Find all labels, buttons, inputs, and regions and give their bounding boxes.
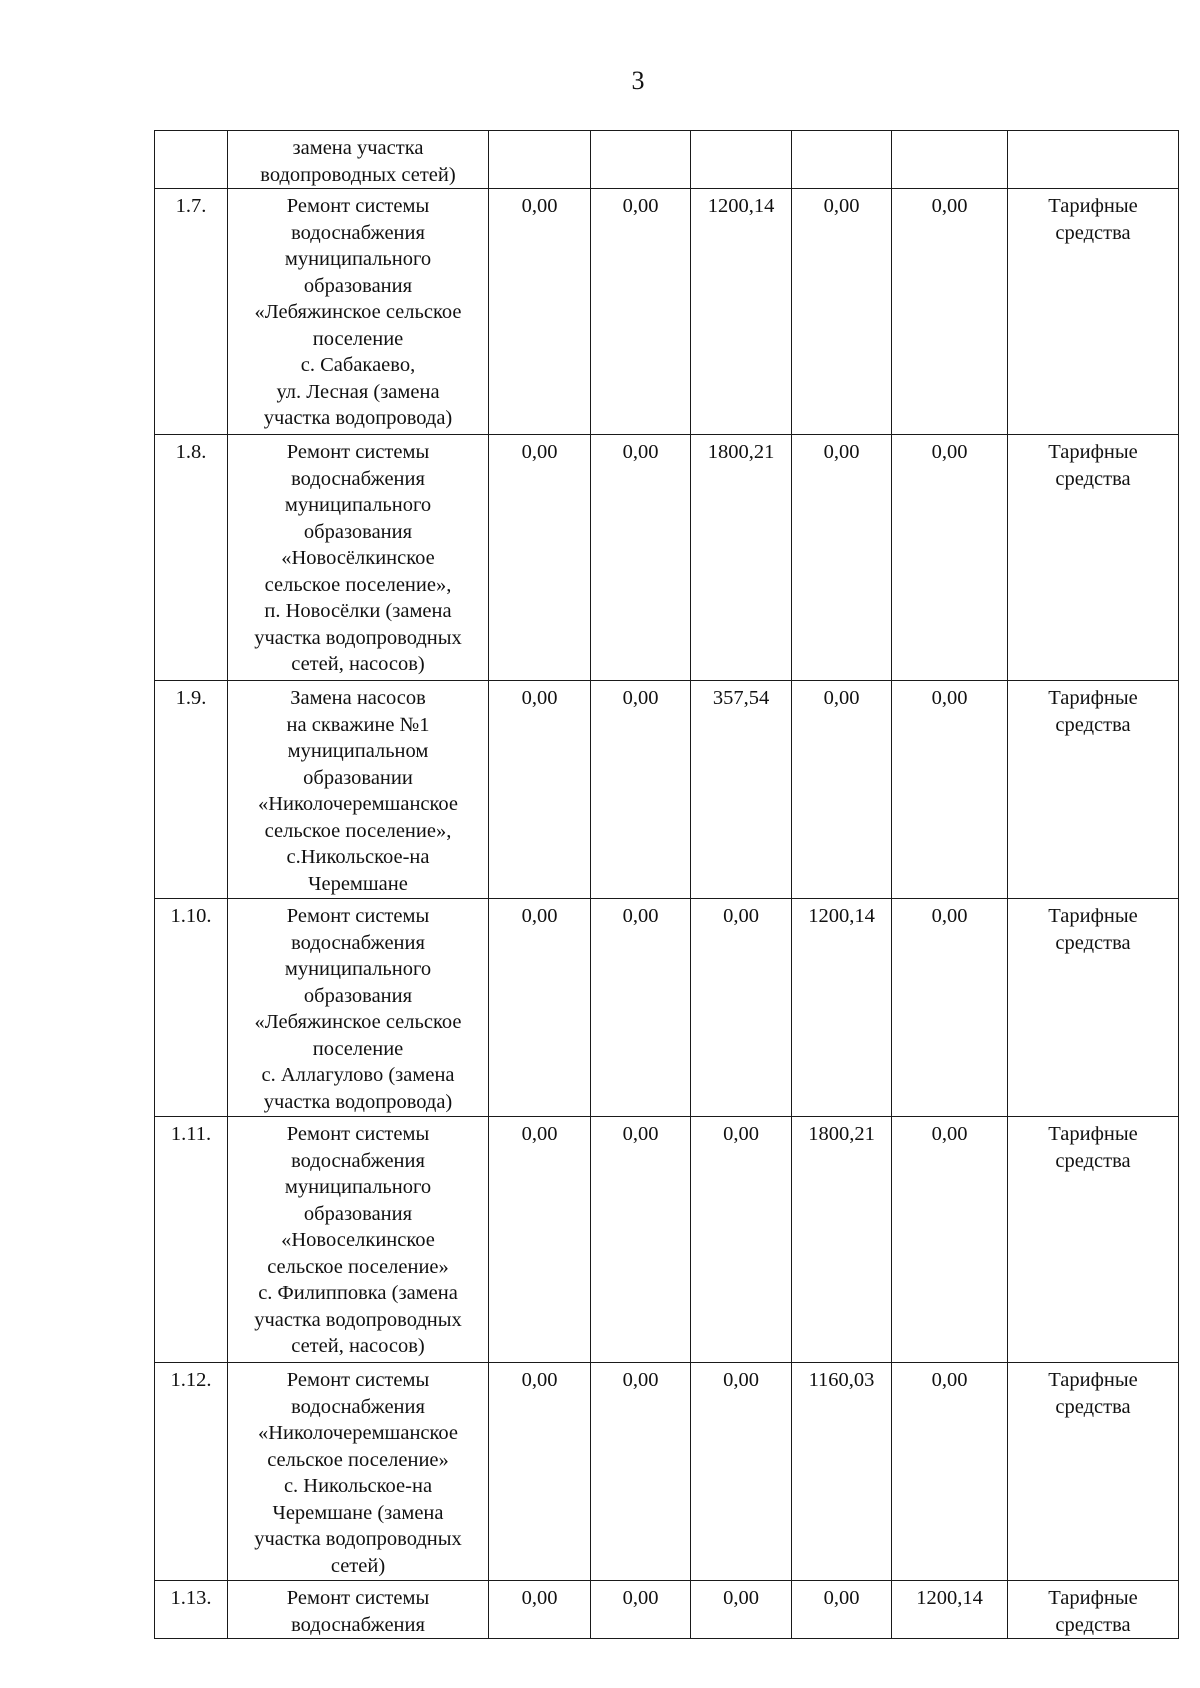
measure-name bbox=[228, 435, 489, 681]
measure-name-line: водопроводных сетей) bbox=[260, 163, 456, 186]
amount-cell: 0,00 bbox=[591, 1117, 691, 1363]
funding-source bbox=[1008, 1363, 1179, 1581]
measure-name-line: с. Аллагулово (замена bbox=[261, 1064, 455, 1086]
measure-name-line: сетей, насосов) bbox=[291, 653, 425, 675]
measure-name-line: муниципального bbox=[284, 248, 432, 270]
measure-name-line: участка водопроводных bbox=[254, 626, 462, 649]
measure-name-line: водоснабжения bbox=[291, 221, 425, 244]
measure-name-line: Ремонт системы bbox=[286, 1369, 430, 1391]
measure-name-line: Ремонт системы bbox=[286, 1587, 430, 1609]
measure-name-line: п. Новосёлки (замена bbox=[264, 600, 452, 622]
amount-cell: 0,00 bbox=[892, 435, 1008, 681]
row-number: 1.10. bbox=[155, 899, 228, 1117]
amount-cell: 0,00 bbox=[892, 899, 1008, 1117]
measure-name bbox=[228, 1581, 489, 1639]
row-number: 1.13. bbox=[155, 1581, 228, 1639]
funding-source bbox=[1008, 681, 1179, 899]
measure-name-line: Замена насосов bbox=[290, 687, 426, 709]
table-row bbox=[155, 1581, 1179, 1639]
amount-cell: 0,00 bbox=[691, 1363, 792, 1581]
funding-source-line: средства bbox=[1055, 713, 1131, 736]
measure-name bbox=[228, 899, 489, 1117]
measure-name-line: «Лебяжинское сельское bbox=[254, 1011, 462, 1033]
row-number: 1.9. bbox=[155, 681, 228, 899]
measure-name bbox=[228, 1117, 489, 1363]
funding-source-line: Тарифные bbox=[1048, 1587, 1138, 1609]
measure-name-line: сельское поселение» bbox=[267, 1255, 449, 1278]
measure-name-line: «Новоселкинское bbox=[281, 1229, 435, 1251]
funding-source bbox=[1008, 1117, 1179, 1363]
measure-name-line: с. Никольское-на bbox=[283, 1475, 433, 1497]
measure-name-line: Черемшане bbox=[308, 872, 408, 895]
funding-source-line: Тарифные bbox=[1048, 905, 1138, 927]
measure-name-line: образовании bbox=[303, 766, 413, 789]
amount-cell: 0,00 bbox=[489, 1117, 591, 1363]
measure-name bbox=[228, 1363, 489, 1581]
measure-name-line: образования bbox=[303, 1202, 413, 1225]
measure-name bbox=[228, 189, 489, 435]
measure-name-line: водоснабжения bbox=[291, 467, 425, 490]
measure-name-line: сельское поселение», bbox=[264, 819, 452, 842]
measure-name bbox=[228, 681, 489, 899]
amount-cell: 0,00 bbox=[591, 899, 691, 1117]
amount-cell: 0,00 bbox=[792, 435, 892, 681]
measure-name-line: участка водопроводных bbox=[254, 1308, 462, 1331]
amount-cell: 0,00 bbox=[792, 189, 892, 435]
amount-cell: 0,00 bbox=[591, 1363, 691, 1581]
amount-cell: 0,00 bbox=[489, 899, 591, 1117]
measure-name-line: образования bbox=[303, 984, 413, 1007]
amount-cell bbox=[892, 131, 1008, 189]
measure-name-line: водоснабжения bbox=[291, 1613, 425, 1636]
funding-source bbox=[1008, 189, 1179, 435]
amount-cell: 0,00 bbox=[591, 1581, 691, 1639]
amount-cell: 0,00 bbox=[691, 1117, 792, 1363]
funding-source-line: Тарифные bbox=[1048, 1369, 1138, 1391]
amount-cell bbox=[489, 131, 591, 189]
funding-source bbox=[1008, 899, 1179, 1117]
amount-cell: 1200,14 bbox=[892, 1581, 1008, 1639]
measure-name-line: Ремонт системы bbox=[286, 1123, 430, 1145]
funding-source-line: средства bbox=[1055, 1613, 1131, 1636]
funding-source bbox=[1008, 131, 1179, 189]
funding-source-line: Тарифные bbox=[1048, 195, 1138, 217]
amount-cell: 0,00 bbox=[591, 435, 691, 681]
measure-name-line: сельское поселение», bbox=[264, 573, 452, 596]
measure-name-line: муниципального bbox=[284, 958, 432, 980]
measure-name-line: «Лебяжинское сельское bbox=[254, 301, 462, 323]
measure-name-line: сетей) bbox=[330, 1554, 386, 1577]
measure-name-line: участка водопровода) bbox=[263, 407, 453, 429]
page-number: 3 bbox=[631, 66, 645, 95]
amount-cell: 1800,21 bbox=[691, 435, 792, 681]
budget-table bbox=[154, 130, 1179, 1639]
amount-cell bbox=[691, 131, 792, 189]
table-row bbox=[155, 131, 1179, 189]
amount-cell: 0,00 bbox=[489, 435, 591, 681]
measure-name-line: Ремонт системы bbox=[286, 195, 430, 217]
funding-source bbox=[1008, 1581, 1179, 1639]
amount-cell: 1800,21 bbox=[792, 1117, 892, 1363]
amount-cell: 0,00 bbox=[892, 1117, 1008, 1363]
amount-cell: 0,00 bbox=[792, 681, 892, 899]
row-number: 1.11. bbox=[155, 1117, 228, 1363]
measure-name-line: с.Никольское-на bbox=[286, 846, 430, 868]
funding-source-line: средства bbox=[1055, 221, 1131, 244]
measure-name-line: сетей, насосов) bbox=[291, 1335, 425, 1357]
measure-name-line: «Николочеремшанское bbox=[257, 793, 459, 815]
measure-name-line: участка водопроводных bbox=[254, 1528, 462, 1550]
amount-cell: 0,00 bbox=[489, 189, 591, 435]
amount-cell: 0,00 bbox=[591, 189, 691, 435]
measure-name bbox=[228, 131, 489, 189]
measure-name-line: ул. Лесная (замена bbox=[276, 380, 440, 403]
table-row bbox=[155, 899, 1179, 1117]
amount-cell: 0,00 bbox=[792, 1581, 892, 1639]
measure-name-line: сельское поселение» bbox=[267, 1448, 449, 1471]
amount-cell: 0,00 bbox=[892, 1363, 1008, 1581]
measure-name-line: участка водопровода) bbox=[263, 1090, 453, 1113]
table-row bbox=[155, 1117, 1179, 1363]
funding-source-line: средства bbox=[1055, 1395, 1131, 1418]
amount-cell: 1200,14 bbox=[792, 899, 892, 1117]
funding-source-line: средства bbox=[1055, 1149, 1131, 1172]
measure-name-line: на скважине №1 bbox=[286, 713, 430, 736]
amount-cell: 357,54 bbox=[691, 681, 792, 899]
funding-source-line: средства bbox=[1055, 931, 1131, 954]
amount-cell: 1160,03 bbox=[792, 1363, 892, 1581]
measure-name-line: муниципального bbox=[284, 1176, 432, 1198]
amount-cell: 0,00 bbox=[691, 1581, 792, 1639]
amount-cell: 0,00 bbox=[892, 189, 1008, 435]
table-row bbox=[155, 681, 1179, 899]
table-row bbox=[155, 1363, 1179, 1581]
measure-name-line: с. Филипповка (замена bbox=[258, 1282, 458, 1304]
measure-name-line: Ремонт системы bbox=[286, 905, 430, 927]
amount-cell: 0,00 bbox=[489, 1581, 591, 1639]
row-number: 1.7. bbox=[155, 189, 228, 435]
measure-name-line: «Николочеремшанское bbox=[257, 1422, 459, 1444]
measure-name-line: водоснабжения bbox=[291, 1395, 425, 1418]
measure-name-line: образования bbox=[303, 520, 413, 543]
amount-cell: 0,00 bbox=[489, 681, 591, 899]
funding-source-line: Тарифные bbox=[1048, 1123, 1138, 1145]
measure-name-line: образования bbox=[303, 274, 413, 297]
funding-source-line: средства bbox=[1055, 467, 1131, 490]
measure-name-line: Ремонт системы bbox=[286, 441, 430, 463]
measure-name-line: замена участка bbox=[292, 137, 424, 159]
row-number bbox=[155, 131, 228, 189]
measure-name-line: «Новосёлкинское bbox=[281, 547, 435, 569]
measure-name-line: Черемшане (замена bbox=[272, 1501, 444, 1524]
measure-name-line: поселение bbox=[312, 1037, 404, 1060]
amount-cell: 0,00 bbox=[489, 1363, 591, 1581]
measure-name-line: с. Сабакаево, bbox=[300, 354, 416, 376]
amount-cell bbox=[591, 131, 691, 189]
amount-cell bbox=[792, 131, 892, 189]
amount-cell: 0,00 bbox=[892, 681, 1008, 899]
amount-cell: 0,00 bbox=[691, 899, 792, 1117]
measure-name-line: водоснабжения bbox=[291, 931, 425, 954]
funding-source-line: Тарифные bbox=[1048, 441, 1138, 463]
table-row bbox=[155, 189, 1179, 435]
measure-name-line: водоснабжения bbox=[291, 1149, 425, 1172]
row-number: 1.8. bbox=[155, 435, 228, 681]
amount-cell: 0,00 bbox=[591, 681, 691, 899]
amount-cell: 1200,14 bbox=[691, 189, 792, 435]
measure-name-line: муниципального bbox=[284, 494, 432, 516]
row-number: 1.12. bbox=[155, 1363, 228, 1581]
table-row bbox=[155, 435, 1179, 681]
measure-name-line: поселение bbox=[312, 327, 404, 350]
measure-name-line: муниципальном bbox=[287, 740, 429, 762]
funding-source bbox=[1008, 435, 1179, 681]
funding-source-line: Тарифные bbox=[1048, 687, 1138, 709]
